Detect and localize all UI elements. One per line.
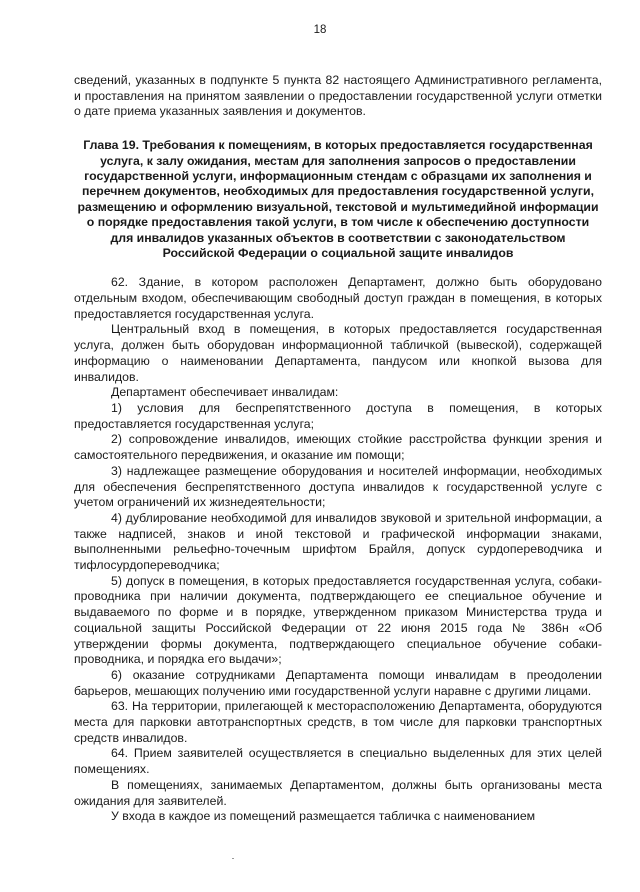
list-item-1: 1) условия для беспрепятственного доступа в помещения, в которых предоставляется государственная услуга;	[74, 400, 602, 431]
page-content	[74, 73, 602, 825]
paragraph-central-entrance: Центральный вход в помещения, в которых предоставляется государственная услуга, должен быть оборудован информационной табличкой (вывеской), содержащей информацию о наименовании Департамента, пандусом или кнопкой вызова для инвалидов.	[74, 322, 602, 384]
page-number: 18	[313, 24, 327, 36]
list-item-6: 6) оказание сотрудниками Департамента помощи инвалидам в преодолении барьеров, мешающих получению ими государственной услуги наравне с другими лицами.	[74, 667, 602, 698]
paragraph-entrance-sign: У входа в каждое из помещений размещается табличка с наименованием	[111, 809, 536, 824]
paragraph-waiting-areas: В помещениях, занимаемых Департаментом, должны быть организованы места ожидания для заявителей.	[74, 777, 602, 808]
paragraph-department-provides: Департамент обеспечивает инвалидам:	[111, 385, 339, 400]
paragraph-63: 63. На территории, прилегающей к месторасположению Департамента, оборудуются места для парковки автотранспортных средств, в том числе для парковки транспортных средств инвалидов.	[74, 699, 602, 745]
list-item-2: 2) сопровождение инвалидов, имеющих стойкие расстройства функции зрения и самостоятельного передвижения, и оказание им помощи;	[74, 432, 602, 463]
list-item-4: 4) дублирование необходимой для инвалидов звуковой и зрительной информации, а также надписей, знаков и иной текстовой и графической информации знаками, выполненными рельефно-точечным шрифтом Брайля, допуск сурдопереводчика и тифлосурдопереводчика;	[74, 510, 602, 573]
intro-paragraph: сведений, указанных в подпункте 5 пункта 82 настоящего Административного регламента, и проставления на принятом заявлении о предоставлении государственной услуги отметки о дате приема указанных заявления и документов.	[74, 73, 602, 119]
paragraph-62: 62. Здание, в котором расположен Департамент, должно быть оборудовано отдельным входом, обеспечивающим свободный доступ граждан в помещения, в которых предоставляется государственная услуга.	[74, 275, 602, 321]
scan-speck	[232, 858, 234, 859]
list-item-5: 5) допуск в помещения, в которых предоставляется государственная услуга, собаки-проводника при наличии документа, подтверждающего ее специальное обучение и выдаваемого по форме и в порядке, утвержденном приказом Министерства труда и социальной защиты Российской Федерации от 22 июня 2015 года № 386н «Об утверждении формы документа, подтверждающего специальное обучение собаки-проводника, и порядка его выдачи»;	[74, 573, 602, 667]
paragraph-64: 64. Прием заявителей осуществляется в специально выделенных для этих целей помещениях.	[74, 746, 602, 777]
chapter-heading: Глава 19. Требования к помещениям, в которых предоставляется государственная услуга, к залу ожидания, местам для заполнения запросов о предоставлении государственной услуги, информационным стендам с образцами их заполнения и перечнем документов, необходимых для предоставления государственной услуги, размещению и оформлению визуальной, текстовой и мультимедийной информации о порядке предоставления такой услуги, в том числе к обеспечению доступности для инвалидов указанных объектов в соответствии с законодательством Российской Федерации о социальной защите инвалидов	[77, 138, 599, 260]
list-item-3: 3) надлежащее размещение оборудования и носителей информации, необходимых для обеспечения беспрепятственного доступа инвалидов к государственной услуге с учетом ограничений их жизнедеятельности;	[74, 463, 602, 510]
